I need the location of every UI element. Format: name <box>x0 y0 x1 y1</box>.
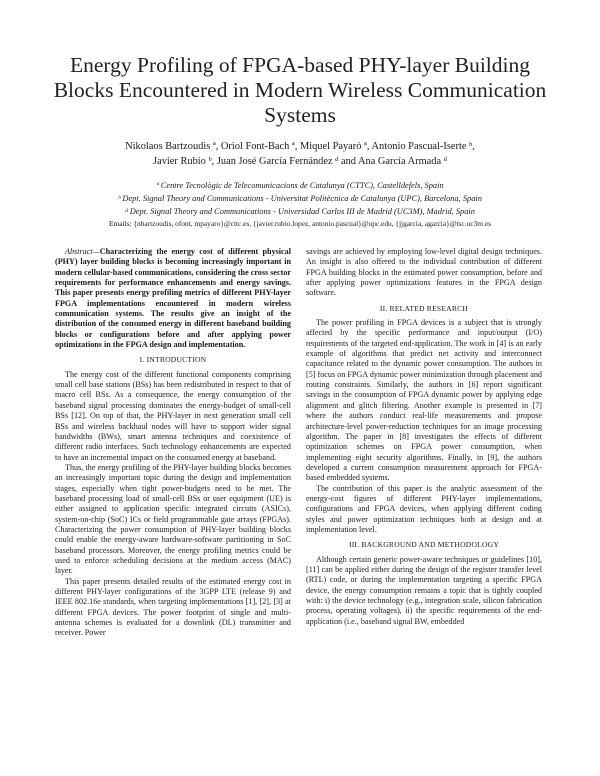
intro-paragraph-continued: savings are achieved by employing low-level digital design techniques. An insight is also offered to the individual contribution of different FPGA building blocks in the estimated power consumption, before and after applying power optimizations features in the FPGA design software. <box>306 247 542 298</box>
author-emails: Emails: {nbartzoudis, ofont, mpayaro}@cttc.es, {javier.rubio.lopez, antonio.pascual}@upc.edu, {jjgarcia, agarcia}@tsc.uc3m.es <box>109 219 491 228</box>
section-heading-background: III. BACKGROUND AND METHODOLOGY <box>348 540 500 550</box>
section-heading-introduction: I. INTRODUCTION <box>139 355 207 365</box>
background-paragraph-1: Although certain generic power-aware techniques or guidelines [10], [11] can be applied either during the design of the register transfer level (RTL) code, or during the implementation targeting a specific FPGA device, the energy consumption remains a topic that is tightly coupled with: i) the device technology (e.g., integration scale, silicon fabrication process, operating voltages), ii) the specific requirements of the end-application (i.e., baseband signal BW, embedded <box>306 554 542 626</box>
intro-paragraph-3: This paper presents detailed results of the estimated energy cost in different PHY-layer configurations of the 3GPP LTE (release 9) and IEEE 802.16e standards, when targeting implementations [1], [2], [3] at different FPGA devices. The power footprint of single and multi-antenna schemes is evaluated for a downlink (DL) transmitter and receiver. Power <box>55 576 291 638</box>
left-column <box>55 247 291 639</box>
affiliation-upc: ᵇ Dept. Signal Theory and Communications - Universitat Politècnica de Catalunya (UPC), Barcelona, Spain <box>118 194 482 203</box>
section-heading-related-research: II. RELATED RESEARCH <box>379 303 469 313</box>
authors-line-2: Javier Rubio ᵇ, Juan José García Fernández ᵈ and Ana García Armada ᵈ <box>153 156 447 167</box>
affiliations <box>40 179 560 218</box>
abstract <box>55 247 291 350</box>
intro-paragraph-1: The energy cost of the different functional components comprising small cell base stations (BSs) has been redistributed in respect to that of macro cell BSs. As a consequence, the energy consumption of the baseband signal processing dominates the energy-budget of small-cell BSs [12]. On top of that, the PHY-layer in next generation small cell BSs and wireless backhaul nodes will have to support wider signal bandwidths (BWs), smart antenna techniques and coexistence of different radio interfaces. Such technology enhancements are expected to have an incremental impact on the consumed energy at baseband. <box>55 369 291 462</box>
authors-line-1: Nikolaos Bartzoudis ª, Oriol Font-Bach ª, Miquel Payaró ª, Antonio Pascual-Iserte ᵇ, <box>125 141 475 152</box>
affiliation-uc3m: ᵈ Dept. Signal Theory and Communications - Universidad Carlos III de Madrid (UC3M), Madrid, Spain <box>125 207 475 216</box>
author-list <box>40 139 560 169</box>
right-column <box>306 247 542 627</box>
abstract-body: Characterizing the energy cost of different physical (PHY) layer building blocks is becoming increasingly important in modern cellular-based communications, considering the cross sector requirements for performance enhancements and energy savings. This paper presents energy profiling metrics of different PHY-layer FPGA implementations encountered in modern wireless communication systems. The results give an insight of the distribution of the consumed energy in different baseband building blocks or configurations before and after applying power optimizations in the FPGA design and implementation. <box>55 247 291 350</box>
affiliation-cttc: ª Centre Tecnològic de Telecomunicacions de Catalunya (CTTC), Castelldefels, Spain <box>156 181 444 190</box>
abstract-lead: Abstract— <box>65 247 100 256</box>
related-paragraph-2: The contribution of this paper is the analytic assessment of the energy-cost figures of different PHY-layer implementations, configurations and FPGA devices, when applying different coding styles and power optimization techniques both at design and at implementation level. <box>306 483 542 534</box>
related-paragraph-1: The power profiling in FPGA devices is a subject that is strongly affected by the specific performance and input/output (I/O) requirements of the targeted end-application. The work in [4] is an early example of algorithms that predict net activity and interconnect capacitance related to the dynamic power consumption. The authors in [5] focus on FPGA dynamic power minimization through placement and routing constraints. Similarly, the authors in [6] report significant savings in the consumption of FPGA dynamic power by applying edge alignment and glitch filtering. Another example is presented in [7] where the authors conduct real-life measurements and propose architecture-level power-reduction techniques for an image processing algorithm. The paper in [8] investigates the effects of different optimization schemes on FPGA power consumption, when implementing eight security algorithms. Finally, in [9], the authors developed a current consumption measurement approach for FPGA-based embedded systems. <box>306 318 542 483</box>
intro-paragraph-2: Thus, the energy profiling of the PHY-layer building blocks becomes an increasingly important topic during the design and implementation stages, especially when tight power-budgets need to be met. The baseband processing load of small-cell BSs or user equipment (UE) is either assigned to application specific integrated circuits (ASICs), system-on-chip (SoC) ICs or field programmable gate arrays (FPGAs). Characterizing the power consumption of PHY-layer building blocks could enable the energy-aware hardware-software partitioning in SoC baseband processors. Moreover, the energy profiling metrics could be used to enforce scheduling decisions at the medium access (MAC) layer. <box>55 462 291 576</box>
paper-title: Energy Profiling of FPGA-based PHY-layer Building Blocks Encountered in Modern Wireless Communication Systems <box>53 53 547 127</box>
